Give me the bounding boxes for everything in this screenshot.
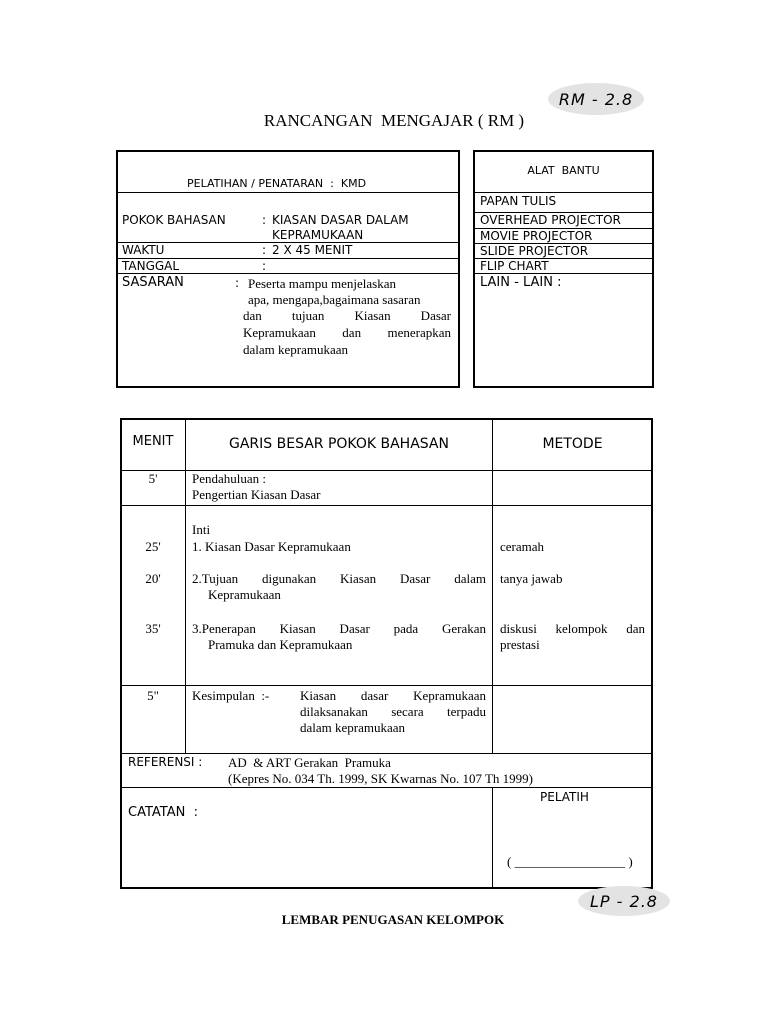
divider [474, 192, 653, 193]
sasaran-line: Peserta mampu menjelaskan [248, 276, 397, 291]
divider [121, 753, 652, 754]
referensi-label: REFERENSI : [128, 755, 203, 769]
menit-value: 5' [148, 471, 158, 486]
pokok-label: POKOK BAHASAN [122, 213, 226, 227]
metode-value: tanya jawab [500, 571, 563, 586]
catatan-label: CATATAN : [128, 805, 198, 820]
waktu-value: 2 X 45 MENIT [272, 243, 353, 257]
topic-line: 1. Kiasan Dasar Kepramukaan [192, 539, 351, 554]
metode-value: diskusi kelompok dan [500, 621, 645, 636]
alat-bantu-item: MOVIE PROJECTOR [480, 229, 593, 243]
pelatih-label: PELATIH [540, 790, 589, 804]
sasaran-sep: : [235, 276, 240, 290]
kesimpulan-label: Kesimpulan :- [192, 688, 270, 703]
sasaran-label: SASARAN [122, 275, 184, 290]
pelatihan-value: KMD [340, 177, 367, 190]
tanggal-sep: : [262, 259, 267, 273]
signature-line: ( _________________ ) [507, 854, 633, 869]
waktu-label: WAKTU [122, 243, 165, 257]
referensi-line: (Kepres No. 034 Th. 1999, SK Kwarnas No. 107 Th 1999) [228, 771, 533, 786]
inti-label: Inti [192, 522, 211, 537]
alat-bantu-header: ALAT BANTU [527, 164, 600, 177]
header-metode: METODE [542, 436, 603, 452]
alat-bantu-item: SLIDE PROJECTOR [480, 244, 589, 258]
divider [117, 192, 459, 193]
pelatihan-label: PELATIHAN / PENATARAN [187, 177, 324, 190]
menit-value: 20' [145, 571, 161, 586]
referensi-line: AD & ART Gerakan Pramuka [228, 755, 391, 770]
divider [492, 419, 493, 753]
alat-bantu-item: PAPAN TULIS [480, 194, 557, 208]
pokok-sep: : [262, 213, 267, 227]
divider [117, 273, 459, 274]
metode-value: prestasi [500, 637, 540, 652]
pendahuluan-line: Pengertian Kiasan Dasar [192, 487, 321, 502]
pokok-value-1: KIASAN DASAR DALAM [272, 213, 409, 227]
pendahuluan-line: Pendahuluan : [192, 471, 267, 486]
kesimpulan-line: dalam kepramukaan [300, 720, 406, 735]
menit-value: 35' [145, 621, 161, 636]
lain-lain-label: LAIN - LAIN : [480, 275, 562, 290]
pelatihan-sep: : [330, 177, 334, 190]
menit-value: 5" [147, 688, 159, 703]
footer-title: LEMBAR PENUGASAN KELOMPOK [281, 912, 505, 927]
metode-value: ceramah [500, 539, 545, 554]
alat-bantu-item: FLIP CHART [480, 259, 549, 273]
header-menit: MENIT [132, 434, 174, 449]
menit-value: 25' [145, 539, 161, 554]
divider [121, 505, 652, 506]
kesimpulan-line: Kiasan dasar Kepramukaan [300, 688, 486, 703]
pelatihan-row [180, 164, 366, 190]
sasaran-line: dalam kepramukaan [243, 342, 349, 357]
divider [121, 685, 652, 686]
topic-line: 2.Tujuan digunakan Kiasan Dasar dalam [192, 571, 486, 586]
topic-line: Pramuka dan Kepramukaan [208, 637, 353, 652]
divider [474, 273, 653, 274]
sasaran-line: apa, mengapa,bagaimana sasaran [248, 292, 421, 307]
divider [185, 419, 186, 753]
lp-code-text: LP - 2.8 [590, 891, 658, 911]
topic-line: 3.Penerapan Kiasan Dasar pada Gerakan [192, 621, 486, 636]
waktu-sep: : [262, 243, 267, 257]
tanggal-label: TANGGAL [122, 259, 180, 273]
sasaran-line: dan tujuan Kiasan Dasar [243, 308, 451, 323]
sasaran-line: Kepramukaan dan menerapkan [243, 325, 451, 340]
divider [492, 787, 493, 888]
topic-line: Kepramukaan [208, 587, 281, 602]
kesimpulan-line: dilaksanakan secara terpadu [300, 704, 486, 719]
page-title: RANCANGAN MENGAJAR ( RM ) [263, 111, 525, 130]
alat-bantu-item: OVERHEAD PROJECTOR [480, 213, 621, 227]
pokok-value-2: KEPRAMUKAAN [272, 228, 364, 242]
header-garis-besar: GARIS BESAR POKOK BAHASAN [229, 436, 449, 452]
divider [121, 787, 652, 788]
rm-code-text: RM - 2.8 [558, 89, 634, 109]
